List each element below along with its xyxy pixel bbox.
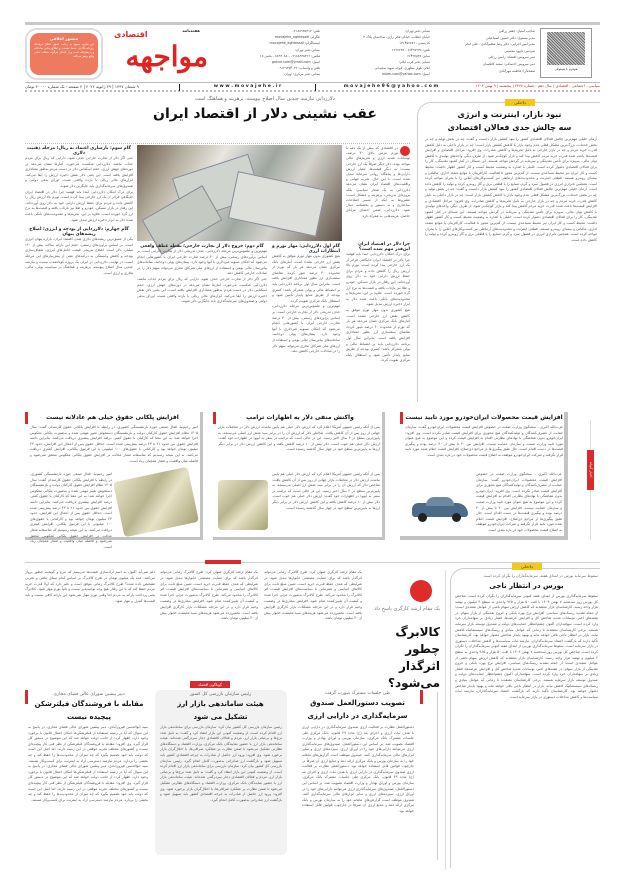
forex-text-continued: رئیس سازمان بازرسی کل کشور بیان کرد: سازمان بازرسی برای ساماندهی بازار ارز اقدام کرده است. از وضعیت کنونی این بازار انتقاد کرد و گفت: به دلیل تعدد نرخ‌ها و بی‌ثباتی بازار ارز، مردم و فعالان اقتصادی دچار سردرگمی شده‌اند. هیئت ساماندهی بازار ارز با حضور نمایندگان بانک مرکزی، وزارت اقتصاد و دستگاه‌های نظارتی تشکیل می‌شود تا ضمن نظارت بر عملکرد صرافی‌ها، با اخلال‌گران بازار برخورد شود. وی افزود: ورود ارز حاصل از صادرات به چرخه اقتصادی کشور باید تسهیل شود و بازگشت ارز صادراتی به‌صورت کامل انجام گیرد. [160, 758, 282, 802]
logo-tagline: هفته‌نامه [182, 28, 200, 33]
lead-section-3 [137, 244, 267, 404]
newspaper-emblem-icon [400, 146, 410, 156]
masthead-top-rule [25, 22, 600, 25]
kalabarg-headline: کالابرگ چطور اثرگذار می‌شود؟ [387, 625, 440, 690]
box-accent [25, 690, 28, 704]
fund-kicker: طی جلسات مشترک صورت گرفت [325, 691, 390, 696]
car-price-headline: افزایش قیمت محصولات ایران‌خودرو مورد تایید نیست [405, 414, 563, 421]
newspaper-emblem-icon [410, 580, 432, 602]
contact-line: نشانی دفتر مرکزی: تهران [284, 72, 320, 77]
contact-line: اینستاگرام: movajehe_eghtesadi [269, 41, 320, 46]
section-text: حتی اگر دلار از تجارت خارجی حذف شود، دارایی که ریال برای مردم جذاب نباشد، دلارزدایی شکست می‌خورد. آمارها نشان می‌دهد در دوره‌های جهش ارزی، حجم اسکناس دلار در دست مردم به‌طور معناداری افزایش یافته است. این یعنی دلار نقش ذخیره ارزش را ایفا می‌کند. ابزارهای مالی ریالی با بازده واقعی مثبت، اوراق بدهی دولتی و صندوق‌های سرمایه‌گذاری باید جایگزین دلار شوند. [25, 156, 133, 188]
dollar-reaction-text: پس از آنکه رئیس جمهور آمریکا اعلام کرد که ارزش دلار خیلی هم پایین نیامده، ارزش دلار در معاملات بازار جهانی از روز پس از آن کاهش یافت. شاخص دلار که ارزش آن را در برابر سبد شش ارز اصلی می‌سنجد، به پایین‌ترین سطح در ۴ سال اخیر رسید. این در حالی است که ترامپ در سفر به آیووا در اظهارات خود گفت: ارزش دلار خیلی هم خوب است. دلار بیش از ۱۰ درصد کاهش یافته و این کاهش ارزش دلار در برابر دیگر ارزها به پایین‌ترین سطح خود در چهار سال گذشته رسیده است. [218, 425, 380, 452]
forex-kicker: رئیس سازمان بازرسی کل کشور [189, 692, 252, 697]
side-tab-short-news[interactable]: اخبار کوتاه [587, 450, 594, 490]
money-stack-photo [218, 480, 268, 530]
contact-line: مدیر مسئول: دکتر حسین اسماعیلی [485, 35, 535, 40]
lead-section-2 [272, 244, 340, 404]
column-divider [437, 692, 438, 860]
section-text-continued: مهم‌ترین و ملموس‌ترین مرحله دلارزدایی، حذف تدریجی دلار از تجارت خارجی است. بر اساس برآوردهای رسمی، بیش از ۴۰ درصد تجارت خارجی ایران با کشورهایی انجام می‌شود که امکان تسویه غیردلاری با آنها وجود دارد. پیمان‌های پولی دوجانبه، سامانه‌های پیام‌رسان مالی بومی و استفاده از ارزهای ملی شرکای تجاری می‌تواند سهم دلار را در مبادلات خارجی کاهش دهد. [272, 304, 340, 354]
ethics-notice-text: این نشریه متعهد به رعایت اصول اخلاق حرفه‌ای روزنامه‌نگاری، حفظ حقیقت و اطلاع‌رسانی صادقانه و بی‌طرفانه است و از انتشار هرگونه مطلب خلاف واقع پرهیز می‌کند. [34, 42, 94, 58]
fund-headline-1: تصویب دستورالعمل صندوق [310, 699, 405, 707]
contact-line: دبیر سرویس اقتصاد: رامین رزاقی [488, 55, 535, 60]
contact-line: خیابان انقلاب، خیابان فخر رازی، ساختمان پلاک ۳ [363, 35, 430, 40]
contact-line: فکس: ۰۲۱۸۸۹۳۵۳۱۲ - ۸۸۹۳۰۸۸ - بخش ۱۸ [259, 53, 320, 58]
qr-code-icon [547, 32, 585, 65]
contact-line: نشانی دفتر غرب ایلام: [398, 60, 430, 65]
car-wheel-shape [418, 513, 427, 522]
vpn-headline-2: پیچیده نیست [66, 713, 112, 721]
lead-section-4 [25, 146, 133, 406]
section-text: برای درک امکان دلارزدایی ابتدا باید فهمید چرا دلار در اقتصاد ایران جایگاهی فراتر از یک ارز خارجی پیدا کرده است. تورم بالا ارزش ریال را کاهش داده و مردم برای حفظ ارزش دارایی خود به دلار روی آورده‌اند. این رفتار در بازار مسکن، خودرو و طلا نیز بازتاب یافته و قیمت‌ها به نرخ ارز گره خورده است. علاوه بر این، تحریم‌ها و محدودیت‌های بانکی باعث شده دلار به ابزار ذخیره ارزش تبدیل شود. [346, 252, 410, 307]
section-text-continued: برای درک امکان دلارزدایی ابتدا باید فهمید چرا دلار در اقتصاد ایران جایگاهی فراتر از یک ارز خارجی پیدا کرده است. تورم بالا ارزش ریال را کاهش داده و مردم برای حفظ ارزش دارایی خود به دلار روی آورده‌اند. این رفتار در بازار مسکن، خودرو و طلا نیز بازتاب یافته و قیمت‌ها به نرخ ارز گره خورده است. علاوه بر این، تحریم‌ها و محدودیت‌های بانکی باعث شده دلار به ابزار ذخیره ارزش تبدیل شود. [25, 189, 133, 222]
right-top-text: آرمان خلیلی مهم‌ترین چالش فعالان اقتصادی کشور را نبود کشش بازار دانست و گفت: چه در بخش تولید و چه در بخش خدمات، بزرگ‌ترین مشکل فعلی عدم وجود بازار یا کاهش کشش بازار است؛ چه در بازار داخلی به دلیل کاهش قدرت خرید مردم و چه در بازار خارجی به دلیل تحریم‌ها و کاهش صادرات. وی افزود: مراحل اقتصادی و افزایش قیمت‌ها باعث شده قدرت خرید مردم کاهش پیدا کند و بازار کوچک‌تر شود. از طرف دیگر، واحدهای تولیدی با کاهش توان مالی، به‌ویژه برای تأمین نقدینگی و سرمایه در گردش مواجه هستند. این مسائل در کنار کمبود نقدینگی، کار را برای فعالان اقتصادی دشوار کرده است. خلیلی با اشاره به وضعیت محیط کسب و کار کشور اظهار داشت: محیط کسب و کار ایران نیز محیط مساعدی نیست. از کم‌ترین مجوز تا فعالیت، کارآفرینان با موانع متعدد اداری، مالیاتی و بیمه‌ای روبه‌رو هستند. قطعی اینترنت و محدودیت‌های ارتباطی نیز کسب‌وکارهای آنلاین را با بحران مواجه کرده است. همچنین ناترازی انرژی در فصول سرد و گرم، صنایع را با قطعی برق و گاز روبه‌رو کرده و تولید را کاهش داده است. [425, 137, 597, 192]
issue-info: سیاسی - اجتماعی - اقتصادی | سال دهم - شماره ۲۳۷۷ | پنجشنبه | ۹ بهمن ۱۴۰۴ [475, 84, 600, 88]
section-tag: داخلی [505, 99, 535, 106]
fund-text [302, 725, 414, 853]
office-contacts [325, 28, 430, 78]
divider-accent [205, 560, 241, 564]
lead-intro: در اقتصادی که بیش از یک دهه با تورم مزمن بالای ۳۰ درصد، نوسانات شدید ارزی و تحریم‌های مالی مواجه بوده، دلار دیگر صرفاً یک ارز خارجی نیست؛ به دیگر قیمت‌ها، معیار ارزش دارایی‌ها و پناهگاه روانی سرمایه تبدیل شده است. با این حال، تجربه جهانی و واقعیت‌های اقتصاد ایران نشان می‌دهد دلارزدایی نه یک شعار سیاسی، بلکه پروژه‌ای تدریجی، پرهزینه و مشکل است؛ مشروط به آنکه از مسیر اصلاحات ساختاری و نه دستور و بخشنامه دنبال شود. دلارزدایی، ضمن احصای مزایای حاصل، هزینه‌هایی به همراه دارد. [346, 146, 410, 218]
lead-section-1 [346, 242, 410, 404]
section-heading: گام اول دلارزدایی: مهار تورم و انتظارات ارزی [272, 244, 340, 254]
salary-text-continued: امیر رحیم‌نیا، فعال صنفی حوزه بازنشستگی کشوری، در رابطه با افزایش پلکانی حقوق کارمندان گفت: سال ۱۴۰۵ نظام افزایش حقوق کارکنان دولت و بازنشستگان دستخوش تغییر مهمی شده و به‌صورت پلکانی معکوس اجرا خواهد شد؛ به این معنا که کارکنان با حقوق کمتر، درصد افزایش بیشتری دریافت می‌کنند. بنابراین دامنه افزایش حقوق بین حدود ۲۱ تا ۴۳ درصد پیش‌بینی شده است. حداقل حقوق پس از اعمال این افزایش، حدود ۲۳ میلیون تومان خواهد بود و کارکنانی با حقوق‌های ۱۰۰ میلیونی با این فرمول پلکانی، افزایش کمتری دریافت می‌کنند. به این نتیجه رسیدیم که متاسفانه شعار عدالت در افزایش حقوق پلکانی معکوس محقق نمی‌شود و فاصله میان واقعیت و شعار همچنان زیاد است. [30, 472, 112, 549]
car-price-text: عزت‌الله اکبری - سخنگوی وزارت صمت در خصوص افزایش قیمت محصولات ایران‌خودرو گفت: سازمان حمایت از مصرف‌کنندگان و تولیدکنندگان هیچ مجوزی برای افزایش قیمت صادر نکرده است. وی افزود: ایران‌خودرو بدون هماهنگی با نهادهای نظارتی اقدام به افزایش قیمت کرده و این موضوع به هیچ عنوان مورد تایید وزارت صمت و سازمان حمایت نیست. افزایش بین ۲۰ تا بیش از ۴۰ درصد بوده و پیگیری قیمت‌ها در دست اقدام است. حال طبق پیگیری‌ها از مراجع ذی‌صلاح، افزایش قیمت اعلام شده مورد تایید قرار نگرفته و شرکت ایران‌خودرو موظف به اصلاح قیمت محصولات خود در بازه بعدی است. [405, 425, 563, 457]
section-heading: چرا دلار در اقتصاد ایران این‌قدر مهم شده است؟ [358, 242, 410, 252]
kalabarg-text-1-continued: یک مقام ارشد کارگری عنوان کرد: طرح کالابرگ زمانی می‌تواند اثرگذار باشد که برای حمایت معیشتی خانوارها تبدیل شود. در شرایطی که هدف حفظ قدرت خرید است، تعیین مبلغ ثابت برای کالاهای اساسی و همزمانی با سیاست‌های افزایش قیمت، اثر کالابرگ را محدود می‌کند. طرح کالابرگ به‌صورت جزئی اجرا شده و کیفیت آن تعیین‌کننده تمام شود. افزایش بیماری‌ها در وضعیت وخیم قرار دارد و در این مرحله مشکلات بازار کارگری افزایش یافته است. تخمین‌زده می‌شود هزینه‌های سبد معیشت خانوار بیش از ۴۰ میلیون تومان باشد. [160, 570, 258, 621]
dollar-reaction-headline: واکنش منفی دلار به اظهارات ترامپ [246, 414, 354, 421]
lead-headline: عقب نشینی دلار از اقتصاد ایران [153, 106, 377, 122]
fund-headline-2: سرمایه‌گذاری در دارایی ارزی [307, 712, 408, 720]
section-text: مهم‌ترین و ملموس‌ترین مرحله دلارزدایی، حذف تدریجی دلار از تجارت خارجی است. بر اساس برآوردهای رسمی، بیش از ۴۰ درصد تجارت خارجی ایران با کشورهایی انجام می‌شود که امکان تسویه غیردلاری با آنها وجود دارد. پیمان‌های پولی دوجانبه، سامانه‌های پیام‌رسان مالی بومی و استفاده از ارزهای ملی شرکای تجاری می‌تواند سهم دلار را در مبادلات خارجی کاهش دهد. [137, 249, 267, 276]
contact-line: ایمیل: iolom.com@yahoo.com [382, 72, 430, 77]
car-wheel-shape [452, 513, 461, 522]
car-roof-shape [426, 497, 454, 506]
strip-divider [315, 84, 316, 91]
box-accent [420, 690, 423, 704]
logo-title: مواجهه [125, 40, 208, 73]
contact-line: تلفن: ۶۶۴۹۷۲۳۸ - ۶۶۹۷۲۳۸ [391, 47, 430, 52]
section-text: هیچ کشوری بدون مهار تورم موفق به کاهش نقش ارز خارجی نشده است. آمارهای بانک مرکزی نشان می‌دهد هر بار که تورم از محدوده ۴۰ درصد عبور کرده، تقاضای سفته‌بازی ارز بطور معناداری افزایش یافته است. بنابراین سال اول برنامه دلارزدایی باید بر انضباط مالی و پولی متمرکز باشد؛ کسری بودجه از طریق منابع پایدار تأمین شود و استقلال بانک مرکزی تقویت گردد. [272, 254, 340, 303]
right-top-article [425, 137, 597, 399]
contact-line: نشانی دفتر تهران: [404, 29, 430, 33]
contact-line: تلگرام: movajehe_eghtesadi [275, 35, 320, 40]
logo-subtitle: اقتصادی [114, 30, 148, 39]
vpn-text-continued: سید ابوالحسن فیروزآبادی، دبیر پیشین شورای عالی فضای مجازی، در پاسخ به این سوال که آیا در زمینه استفاده از فیلترشکن‌ها امکان اعمال قانون یا برخورد وجود دارد، اظهار کرد: از جانب دولت خواهد شد که این موضوع در دستور کار قرار گیرد. وی افزود: مقابله با فروشندگان فیلترشکن از نظر فنی کار پیچیده‌ای نیست و کشورهای مختلف تجربه موفقی در این زمینه دارند. اما اصل این است که دولت باید خود تصمیم بگیرد که چه میزان از محدودیت‌ها را حفظ کند و چه بخشی را بردارد. مردم نیازمند دسترسی آزاد به اینترنت برای کسب‌وکار هستند. [28, 764, 148, 802]
contact-line: دبیر سرویس اجتماعی: سعید کاظمیان [483, 61, 535, 66]
contact-line: صفحه‌آرا: فاطمه مهرآبادی [499, 68, 535, 73]
ethics-notice [30, 33, 98, 75]
qr-code-frame [540, 28, 592, 78]
section-text-continued: هیچ کشوری بدون مهار تورم موفق به کاهش نقش ارز خارجی نشده است. آمارهای بانک مرکزی نشان می‌دهد هر بار که تورم از محدوده ۴۰ درصد عبور کرده، تقاضای سفته‌بازی ارز بطور معناداری افزایش یافته است. بنابراین سال اول برنامه دلارزدایی باید بر انضباط مالی و پولی متمرکز باشد؛ کسری بودجه از طریق منابع پایدار تأمین شود و استقلال بانک مرکزی تقویت گردد. [346, 307, 410, 363]
bourse-text: سقوط سرمایه‌گذاری بورس از ابتدای هفته کنونی سرمایه‌گذاران را نگران کرده است. شاخص کل بورس روز سه‌شنبه ۷ بهمن ۱۴۰۴ با افت ۵۰ هزار و ۹۶۵ واحدی به سطح ۴ میلیون و نهصد هزار واحد رسید. کارشناسان بازار معتقدند که کاهش ارزش سهام ناشی از عوامل متعددی است؛ از جمله تشدید ریسک‌های سیاسی، افزایش نرخ بهره بانکی و خروج نقدینگی از بازار سهام. در هفته‌های اخیر، نوسانات شدید شاخص کل و افزایش عرضه‌ها، فشار زیادی بر سهامداران خرد وارد کرده است. سهامداران اکنون چشم‌انتظار حمایت‌های دولت و صندوق توسعه بازار سرمایه هستند. برخی کارشناسان معتقدند تا زمانی که عوامل بنیادی و ریسک‌های سیستماتیک کاهش نیابد، بازار در انتظار ناجی باقی خواهد ماند و بهبود پایدار شاخص دشوار خواهد بود. کارشناسان تأکید دارند که بازگشت اعتماد سرمایه‌گذاران، نیازمند ثبات سیاست‌ها و کاهش مداخلات دستوری در بازار سرمایه است. [455, 594, 598, 649]
vpn-text-body: سید ابوالحسن فیروزآبادی، دبیر پیشین شورای عالی فضای مجازی، در پاسخ به این سوال که آیا در زمینه استفاده از فیلترشکن‌ها امکان اعمال قانون یا برخورد وجود دارد، اظهار کرد: از جانب دولت خواهد شد که این موضوع در دستور کار قرار گیرد. وی افزود: مقابله با فروشندگان فیلترشکن از نظر فنی کار پیچیده‌ای نیست و کشورهای مختلف تجربه موفقی در این زمینه دارند. اما اصل این است که دولت باید خود تصمیم بگیرد که چه میزان از محدودیت‌ها را حفظ کند و چه بخشی را بردارد. مردم نیازمند دسترسی آزاد به اینترنت برای کسب‌وکار هستند. [28, 725, 148, 763]
section-heading: گام دوم: خروج دلار از تجارت خارجی؛ نقطه عطف واقعی [140, 244, 264, 249]
column-divider [445, 570, 446, 870]
section-tag: گوناگون اقتصاد [190, 681, 230, 688]
email-address[interactable]: m o v a j e h e 9 6 @ y a h o o . c o m [343, 84, 439, 89]
lead-intro-column [346, 146, 410, 238]
contact-line: نشانی دفتر تهران: [294, 47, 320, 52]
contact-line: تلفن و واتساپ: ۰۹۱۲۹۳۵۴۰۳۲ [278, 66, 320, 71]
date-line: ۹ شعبان ۱۴۴۷ | ۲۹ ژانویه ۲۰۲۶ | ۴ صفحه - تک شماره ۴۰۰۰۰ تومان [25, 84, 139, 89]
bourse-article [455, 594, 598, 864]
salary-text: امیر رحیم‌نیا، فعال صنفی حوزه بازنشستگی کشوری، در رابطه با افزایش پلکانی حقوق کارمندان گفت: سال ۱۴۰۵ نظام افزایش حقوق کارکنان دولت و بازنشستگان دستخوش تغییر مهمی شده و به‌صورت پلکانی معکوس اجرا خواهد شد؛ به این معنا که کارکنان با حقوق کمتر، درصد افزایش بیشتری دریافت می‌کنند. بنابراین دامنه افزایش حقوق بین حدود ۲۱ تا ۴۳ درصد پیش‌بینی شده است. حداقل حقوق پس از اعمال این افزایش، حدود ۲۳ میلیون تومان خواهد بود و کارکنانی با حقوق‌های ۱۰۰ میلیونی با این فرمول پلکانی، افزایش کمتری دریافت می‌کنند. به این نتیجه رسیدیم که متاسفانه شعار عدالت در افزایش حقوق پلکانی معکوس محقق نمی‌شود و فاصله میان واقعیت و شعار همچنان زیاد است. [30, 425, 199, 463]
section-text: یکی از عمیق‌ترین ریشه‌های دلاری شدن اقتصاد ایران، بازاره پنهان انرژی است. بر اساس برآوردهای رسمی، حجم این یارانه سالانه بیش از ۱۲۰ میلیارد دلار است. اصلاح تدریجی قیمت حامل‌های انرژی، شفاف‌سازی بودجه و کاهش وابستگی به درآمدهای نفتی از پیش‌نیازهای این مرحله است. در نهایت، دلارزدایی در ایران یک پروژه کوتاه‌مدت نیست و نیازمند چندین سال اصلاح پیوسته، پرهزینه و هماهنگ در سیاست پولی، مالی، تجاری و ارزی است. [25, 237, 133, 275]
dollar-reaction-text-continued: پس از آنکه رئیس جمهور آمریکا اعلام کرد که ارزش دلار خیلی هم پایین نیامده، ارزش دلار در معاملات بازار جهانی از روز پس از آن کاهش یافت. شاخص دلار که ارزش آن را در برابر سبد شش ارز اصلی می‌سنجد، به پایین‌ترین سطح در ۴ سال اخیر رسید. این در حالی است که ترامپ در سفر به آیووا در اظهارات خود گفت: ارزش دلار خیلی هم خوب است. دلار بیش از ۱۰ درصد کاهش یافته و این کاهش ارزش دلار در برابر دیگر ارزها به پایین‌ترین سطح خود در چهار سال گذشته رسیده است. [272, 472, 381, 510]
right-top-headline-2: سه چالش جدی فعالان اقتصادی [447, 123, 572, 132]
section-tag: داخلی [512, 563, 542, 570]
kalabarg-text-2: دلم نمی‌آید اکنون به اسم آزادسازی قیمت‌ها می‌بینیم که مرغ و گوشت چطور پرواز می‌کنند. عده یک میلیون تومان در طرح کالابرگ بر اساس کدام مبنای علمی و تجربی تشخیص داده شده؟ طرح کالابرگ زمانی موفق است و تاثیر دارد که اولاً قدرت خرید مردم حفظ کند که با این رفتار هیچ وجه توجیه‌پذیر نیست و ثانیاً تورم مهار شود. کالابرگ یعنی پرداخت یارانه به مردم اما وقتی تورم مهار نمی‌شود این یارانه کافی نیست و باید قیمت‌ها کنترل و مهار شود. [25, 570, 155, 603]
fund-text-body: دستورالعمل نظارت بر فعالیت ارزی صندوق سرمایه‌گذاری در دارایی ارزی با هدف ثبات ارزی و اجرای بند (ح) ماده ۴۹ قانون، بانک مرکزی طی جلسات مشترک بانک مرکزی، سازمان بورس و اوراق بهادار و وزارت اقتصاد تصویب شد. بر اساس این دستورالعمل، صندوق‌های سرمایه‌گذاری ارزی می‌توانند دارایی‌های خود را در اوراق ارزی، سپرده‌های ارزی و سایر ابزارهای مالی سرمایه‌گذاری کنند. صندوق موظف است گزارش‌های ماهانه خود را به سازمان بورس و بانک مرکزی ارائه دهد و منابع ارزی آن صرفاً در چارچوب قوانین قابل استفاده خواهد بود. [302, 725, 414, 769]
website-url[interactable]: w w w . m o v a j e h e . i r [213, 84, 282, 89]
section-heading: گام چهارم: دلارزدایی از بودجه و انرژی؛ اصلاح ریشه‌های پنهان [29, 227, 129, 238]
forex-text [160, 725, 282, 851]
contact-line: تلفن: ۰۲۱۸۸۹۳۵۳۱۲ [292, 29, 320, 33]
kalabarg-text-1: یک مقام ارشد کارگری عنوان کرد: طرح کالابرگ زمانی می‌تواند اثرگذار باشد که برای حمایت معیشتی خانوارها تبدیل شود. در شرایطی که هدف حفظ قدرت خرید است، تعیین مبلغ ثابت برای کالاهای اساسی و همزمانی با سیاست‌های افزایش قیمت، اثر کالابرگ را محدود می‌کند. طرح کالابرگ به‌صورت جزئی اجرا شده و کیفیت آن تعیین‌کننده تمام شود. افزایش بیماری‌ها در وضعیت وخیم قرار دارد و در این مرحله مشکلات بازار کارگری افزایش یافته است. تخمین‌زده می‌شود هزینه‌های سبد معیشت خانوار بیش از ۴۰ میلیون تومان باشد. [264, 570, 362, 621]
vpn-text [28, 725, 148, 853]
lead-kicker: دلارزدایی نیازمند چندین سال اصلاح پیوسته، پرهزینه و هماهنگ است [195, 96, 335, 102]
forex-headline-2: تشکیل می شود [193, 713, 248, 721]
right-top-text-continued: آرمان خلیلی مهم‌ترین چالش فعالان اقتصادی کشور را نبود کشش بازار دانست و گفت: چه در بخش تولید و چه در بخش خدمات، بزرگ‌ترین مشکل فعلی عدم وجود بازار یا کاهش کشش بازار است؛ چه در بازار داخلی به دلیل کاهش قدرت خرید مردم و چه در بازار خارجی به دلیل تحریم‌ها و کاهش صادرات. وی افزود: مراحل اقتصادی و افزایش قیمت‌ها باعث شده قدرت خرید مردم کاهش پیدا کند و بازار کوچک‌تر شود. از طرف دیگر، واحدهای تولیدی با کاهش توان مالی، به‌ویژه برای تأمین نقدینگی و سرمایه در گردش مواجه هستند. این مسائل در کنار کمبود نقدینگی، کار را برای فعالان اقتصادی دشوار کرده است. خلیلی با اشاره به وضعیت محیط کسب و کار کشور اظهار داشت: محیط کسب و کار ایران نیز محیط مساعدی نیست. از کم‌ترین مجوز تا فعالیت، کارآفرینان با موانع متعدد اداری، مالیاتی و بیمه‌ای روبه‌رو هستند. قطعی اینترنت و محدودیت‌های ارتباطی نیز کسب‌وکارهای آنلاین را با بحران مواجه کرده است. همچنین ناترازی انرژی در فصول سرد و گرم، صنایع را با قطعی برق و گاز روبه‌رو کرده و تولید را کاهش داده است. [425, 187, 597, 242]
strip-divider [179, 84, 180, 91]
bourse-text-continued: سقوط سرمایه‌گذاری بورس از ابتدای هفته کنونی سرمایه‌گذاران را نگران کرده است. شاخص کل بورس روز سه‌شنبه ۷ بهمن ۱۴۰۴ با افت ۵۰ هزار و ۹۶۵ واحدی به سطح ۴ میلیون و نهصد هزار واحد رسید. کارشناسان بازار معتقدند که کاهش ارزش سهام ناشی از عوامل متعددی است؛ از جمله تشدید ریسک‌های سیاسی، افزایش نرخ بهره بانکی و خروج نقدینگی از بازار سهام. در هفته‌های اخیر، نوسانات شدید شاخص کل و افزایش عرضه‌ها، فشار زیادی بر سهامداران خرد وارد کرده است. سهامداران اکنون چشم‌انتظار حمایت‌های دولت و صندوق توسعه بازار سرمایه هستند. برخی کارشناسان معتقدند تا زمانی که عوامل بنیادی و ریسک‌های سیستماتیک کاهش نیابد، بازار در انتظار ناجی باقی خواهد ماند و بهبود پایدار شاخص دشوار خواهد بود. کارشناسان تأکید دارند که بازگشت اعتماد سرمایه‌گذاران، نیازمند ثبات سیاست‌ها و کاهش مداخلات دستوری در بازار سرمایه است. [455, 644, 598, 699]
qr-caption: هم‌فرم با مسئولان [554, 67, 578, 71]
right-top-headline-1: نبود بازار، اینترنت و انرژی [457, 110, 562, 119]
contact-line: سردبیر: داوود محسنی [504, 48, 535, 53]
lead-photo-dollar-bills [137, 145, 342, 241]
section-text-continued: حتی اگر دلار از تجارت خارجی حذف شود، دارایی که ریال برای مردم جذاب نباشد، دلارزدایی شکست می‌خورد. آمارها نشان می‌دهد در دوره‌های جهش ارزی، حجم اسکناس دلار در دست مردم به‌طور معناداری افزایش یافته است. این یعنی دلار نقش ذخیره ارزش را ایفا می‌کند. ابزارهای مالی ریالی با بازده واقعی مثبت، اوراق بدهی دولتی و صندوق‌های سرمایه‌گذاری باید جایگزین دلار شوند. [137, 276, 267, 304]
vpn-kicker: دبیر پیشین شورای عالی فضای مجازی [53, 692, 125, 697]
staff-credits [435, 28, 535, 74]
fund-text-continued: دستورالعمل نظارت بر فعالیت ارزی صندوق سرمایه‌گذاری در دارایی ارزی با هدف ثبات ارزی و اجرای بند (ح) ماده ۴۹ قانون، بانک مرکزی طی جلسات مشترک بانک مرکزی، سازمان بورس و اوراق بهادار و وزارت اقتصاد تصویب شد. بر اساس این دستورالعمل، صندوق‌های سرمایه‌گذاری ارزی می‌توانند دارایی‌های خود را در اوراق ارزی، سپرده‌های ارزی و سایر ابزارهای مالی سرمایه‌گذاری کنند. صندوق موظف است گزارش‌های ماهانه خود را به سازمان بورس و بانک مرکزی ارائه دهد و منابع ارزی آن صرفاً در چارچوب قوانین قابل استفاده خواهد بود. [302, 764, 414, 813]
dollar-bill-shape [228, 171, 326, 237]
newspaper-logo [108, 28, 212, 80]
contact-line: کد پستی ۱۳۱۴۵۶۷۸۹۰ [399, 41, 430, 46]
contact-info [215, 28, 320, 78]
bourse-headline: بورس در انتظار ناجی [489, 582, 564, 590]
contact-line: ایمیل: gahve.com@ymail.com [271, 60, 320, 65]
bourse-kicker: سقوط سرمایه بورس در ابتدای هفته، سرمایه‌گذاران را نگران کرده است [483, 573, 598, 578]
car-photo [410, 495, 470, 523]
lead-rule [25, 143, 410, 144]
info-strip [25, 82, 600, 92]
contact-line: مدیر امور اجرایی: دکتر رضا عظیم‌آبادی - علی امام [465, 42, 535, 47]
salary-headline: افزایش پلکانی حقوق خیلی هم عادلانه نیست [46, 414, 179, 421]
vpn-headline-1: مقابله با فروشندگان فیلترشکن [34, 700, 144, 708]
kalabarg-quote: یک مقام ارشد کارگری پاسخ داد [374, 606, 440, 612]
contact-line: صاحب امتیاز: جعفر رزاقی [498, 29, 535, 33]
ethics-notice-frame [25, 28, 103, 80]
contact-line: نمابر: ۶۶۴۹۷۵۳۸ [407, 53, 430, 58]
contact-line: ایلام، بلوار مطهری، کوچه شهید سلیمانی [374, 66, 430, 71]
forex-text-body: رئیس سازمان بازرسی کل کشور بیان کرد: سازمان بازرسی برای ساماندهی بازار ارز اقدام کرده است. از وضعیت کنونی این بازار انتقاد کرد و گفت: به دلیل تعدد نرخ‌ها و بی‌ثباتی بازار ارز، مردم و فعالان اقتصادی دچار سردرگمی شده‌اند. هیئت ساماندهی بازار ارز با حضور نمایندگان بانک مرکزی، وزارت اقتصاد و دستگاه‌های نظارتی تشکیل می‌شود تا ضمن نظارت بر عملکرد صرافی‌ها، با اخلال‌گران بازار برخورد شود. وی افزود: ورود ارز حاصل از صادرات به چرخه اقتصادی کشور باید تسهیل شود و بازگشت ارز صادراتی به‌صورت کامل انجام گیرد. [160, 725, 282, 763]
forex-headline-1: هیئت ساماندهی بازار ارز [177, 700, 264, 708]
section-heading: گام سوم: بازسازی اعتماد به ریال؛ مرحله ذهنیت دلاری [27, 146, 131, 156]
ethics-notice-title: منشور اخلاقی [49, 36, 79, 41]
car-price-text-continued: عزت‌الله اکبری - سخنگوی وزارت صمت در خصوص افزایش قیمت محصولات ایران‌خودرو گفت: سازمان حمایت از مصرف‌کنندگان و تولیدکنندگان هیچ مجوزی برای افزایش قیمت صادر نکرده است. وی افزود: ایران‌خودرو بدون هماهنگی با نهادهای نظارتی اقدام به افزایش قیمت کرده و این موضوع به هیچ عنوان مورد تایید وزارت صمت و سازمان حمایت نیست. افزایش بین ۲۰ تا بیش از ۴۰ درصد بوده و پیگیری قیمت‌ها در دست اقدام است. حال طبق پیگیری‌ها از مراجع ذی‌صلاح، افزایش قیمت اعلام شده مورد تایید قرار نگرفته و شرکت ایران‌خودرو موظف به اصلاح قیمت محصولات خود در بازه بعدی است. [476, 472, 562, 532]
